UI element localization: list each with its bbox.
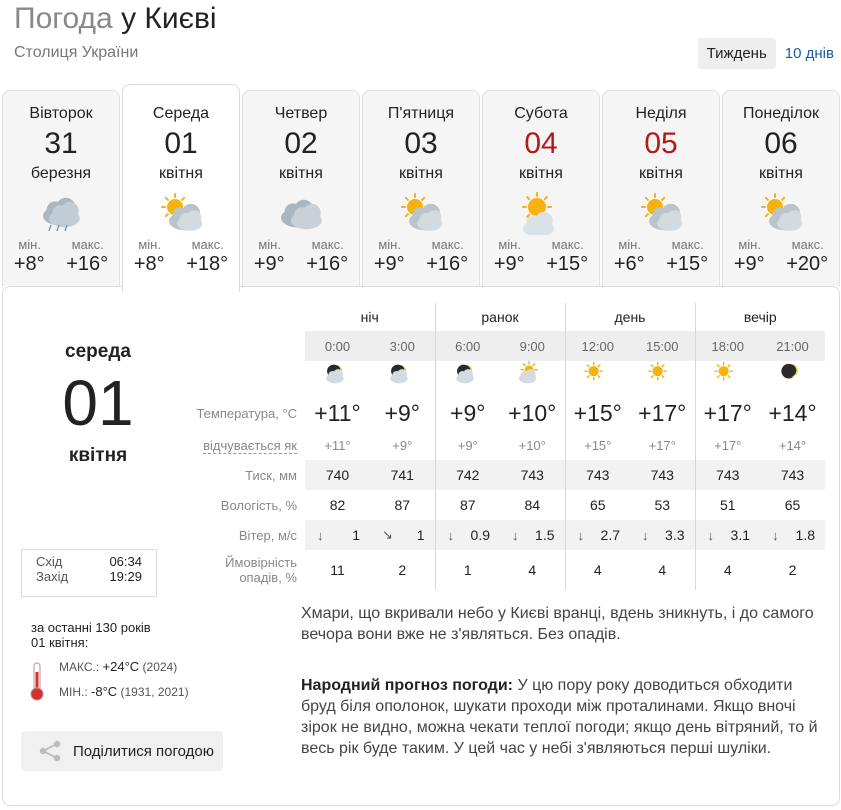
temperature-label: Температура, °C [196, 405, 297, 421]
pressure-label: Тиск, мм [245, 467, 297, 483]
hour-precipitation: 2 [788, 562, 797, 578]
period-label: вечір [743, 309, 777, 325]
hour-temperature: +17° [630, 396, 695, 430]
hour-feels-like: +10° [500, 430, 565, 460]
max-label: макс. [431, 237, 464, 252]
humidity-label: Вологість, % [220, 497, 297, 513]
min-max-temps [723, 253, 839, 276]
hour-humidity: 82 [329, 497, 346, 513]
period-label: день [565, 303, 695, 331]
min-max-temps [363, 253, 479, 276]
max-label: макс. [71, 237, 104, 252]
share-weather-button[interactable] [21, 731, 223, 771]
hour-weather-icon [305, 361, 370, 396]
hour-weather-icon [630, 361, 695, 396]
day-month: квітня [519, 165, 563, 182]
hour-humidity: 51 [719, 497, 736, 513]
min-label: мін. [738, 237, 761, 252]
hour-humidity: 87 [370, 490, 435, 520]
hour-humidity: 84 [500, 490, 565, 520]
min-max-labels [123, 237, 239, 252]
share-icon [37, 740, 63, 762]
max-temp: +15° [666, 253, 709, 275]
min-temp: +9° [493, 253, 525, 275]
min-label: мін. [18, 237, 41, 252]
wind-direction-icon: ↘ [382, 527, 393, 542]
day-detail-panel [2, 286, 840, 806]
wind-direction-icon: ↓ [447, 527, 454, 543]
hour-wind [760, 520, 825, 550]
sun-icon [708, 380, 748, 396]
max-label: макс. [191, 237, 224, 252]
hour-label: 15:00 [630, 331, 695, 361]
hour-label: 12:00 [565, 331, 630, 361]
sun-cloud-icon [512, 380, 552, 396]
wind-direction-icon: ↓ [512, 527, 519, 543]
folk-forecast [301, 675, 829, 759]
min-max-labels [3, 237, 119, 252]
wind-speed: 1 [416, 527, 425, 543]
min-max-temps [483, 253, 599, 276]
min-max-labels [243, 237, 359, 252]
wind-speed: 1 [352, 527, 360, 543]
wind-speed: 0.9 [470, 527, 490, 543]
hourly-forecast-table [179, 303, 825, 590]
day-date: 04 [524, 127, 558, 160]
hour-feels-like: +9° [457, 437, 478, 453]
moon-cloud-icon [382, 380, 422, 396]
min-temp: +9° [253, 253, 285, 275]
day-name: Четвер [274, 105, 328, 122]
selected-weekday: середа [65, 341, 131, 362]
min-max-temps [123, 253, 239, 276]
max-label: макс. [791, 237, 824, 252]
day-card[interactable] [602, 90, 720, 286]
sun-icon [642, 380, 682, 396]
hour-humidity: 53 [630, 490, 695, 520]
wind-label: Вітер, м/с [238, 527, 297, 543]
hour-weather-icon [695, 361, 760, 396]
hour-weather-icon [435, 361, 500, 396]
page-subtitle: Столиця України [14, 44, 139, 61]
max-label: макс. [551, 237, 584, 252]
hour-wind [305, 520, 370, 550]
sunrise-sunset-box [21, 549, 157, 597]
hour-precipitation: 1 [463, 562, 472, 578]
hour-pressure: 741 [370, 460, 435, 490]
precipitation-label-line2: опадів, % [239, 570, 297, 585]
tab-week[interactable]: Тиждень [698, 38, 776, 69]
max-temp: +15° [546, 253, 589, 275]
day-month: березня [30, 165, 92, 182]
hour-feels-like: +9° [370, 430, 435, 460]
day-card[interactable] [2, 90, 120, 286]
hour-weather-icon [760, 361, 825, 396]
day-name: Неділя [635, 105, 687, 122]
max-temp: +16° [426, 253, 469, 275]
min-temp: +6° [613, 253, 645, 275]
day-month: квітня [399, 165, 443, 182]
feels-like-label[interactable]: відчувається як [203, 437, 297, 453]
hour-pressure: 740 [305, 460, 370, 490]
wind-direction-icon: ↓ [772, 527, 779, 543]
hour-weather-icon [500, 361, 565, 396]
hour-humidity: 65 [784, 497, 801, 513]
history-title-line1: за останні 130 років [31, 620, 151, 635]
day-name: Субота [514, 105, 568, 122]
day-card[interactable] [122, 84, 240, 292]
hour-weather-icon [565, 361, 630, 396]
day-name: П'ятниця [387, 105, 455, 122]
history-max [59, 659, 177, 674]
min-temp: +8° [13, 253, 45, 275]
history-max-years: (2024) [142, 660, 178, 674]
day-name: Середа [152, 105, 210, 122]
min-temp: +8° [133, 253, 165, 275]
folk-forecast-text: У цю пору року доводиться обходити бруд біля ополонок, шукати проходи між проталинами. Якщо вночі зірок не видно, можна чекати теплої погоди; якщо день вітряний, то й весь рік буде таким. У цей час у небі з'являються перші шуліки. [301, 677, 818, 757]
period-label: ніч [305, 303, 435, 331]
hour-wind [565, 520, 630, 550]
wind-speed: 2.7 [600, 527, 620, 543]
history-min [59, 684, 189, 699]
hour-precipitation: 4 [500, 550, 565, 590]
history-max-label: МАКС.: [59, 660, 100, 674]
day-card[interactable] [482, 90, 600, 286]
hour-temperature: +11° [314, 399, 361, 426]
day-card[interactable] [722, 90, 840, 286]
min-max-temps [243, 253, 359, 276]
partly-cloudy-icon [155, 191, 207, 235]
precipitation-label-line1: Ймовірність [225, 555, 297, 570]
max-temp: +18° [186, 253, 229, 275]
thermometer-icon [29, 662, 45, 702]
wind-speed: 3.3 [665, 527, 685, 543]
hour-pressure: 743 [695, 460, 760, 490]
min-max-labels [603, 237, 719, 252]
folk-forecast-label: Народний прогноз погоди: [301, 677, 513, 694]
hour-precipitation: 2 [370, 550, 435, 590]
max-label: макс. [671, 237, 704, 252]
day-date: 01 [164, 127, 198, 160]
history-min-years: (1931, 2021) [120, 685, 189, 699]
day-date: 02 [284, 127, 318, 160]
min-max-labels [723, 237, 839, 252]
sun-light-cloud-icon [515, 191, 567, 235]
hour-temperature: +10° [500, 396, 565, 430]
min-max-temps [3, 253, 119, 276]
partly-cloudy-icon [395, 191, 447, 235]
min-label: мін. [138, 237, 161, 252]
title-prefix: Погода [14, 2, 113, 35]
hour-feels-like: +15° [584, 437, 612, 453]
day-date: 03 [404, 127, 438, 160]
wind-direction-icon: ↓ [577, 527, 584, 543]
hour-weather-icon [370, 361, 435, 396]
tab-10-days[interactable]: 10 днів [784, 45, 834, 62]
day-date: 31 [44, 127, 78, 160]
day-card[interactable] [362, 90, 480, 286]
day-name: Понеділок [742, 105, 820, 122]
hour-feels-like: +11° [324, 437, 351, 453]
min-label: мін. [378, 237, 401, 252]
hour-feels-like: +14° [778, 437, 807, 453]
period-tabs [698, 38, 834, 69]
hour-precipitation: 4 [723, 562, 732, 578]
hour-wind [630, 520, 695, 550]
history-min-value: -8°C [91, 684, 118, 699]
min-temp: +9° [373, 253, 405, 275]
hour-temperature: +9° [450, 399, 486, 426]
cloud-rain-icon [35, 191, 87, 235]
day-name: Вівторок [29, 105, 93, 122]
hour-pressure: 743 [760, 460, 825, 490]
min-label: мін. [258, 237, 281, 252]
hour-label: 21:00 [760, 331, 825, 361]
history-title [31, 620, 151, 650]
share-label: Поділитися погодою [73, 742, 215, 760]
day-card[interactable] [242, 90, 360, 286]
sun-icon [578, 380, 618, 396]
history-title-line2: 01 квітня: [31, 635, 89, 650]
sunrise-label: Схід [36, 554, 63, 569]
day-month: квітня [759, 165, 803, 182]
max-label: макс. [311, 237, 344, 252]
max-temp: +16° [306, 253, 349, 275]
history-min-label: МІН.: [59, 685, 88, 699]
hour-humidity: 65 [589, 497, 606, 513]
hour-label: 0:00 [305, 331, 370, 361]
wind-speed: 1.5 [535, 527, 555, 543]
wind-direction-icon: ↓ [642, 527, 649, 543]
moon-icon [773, 380, 813, 396]
hour-precipitation: 4 [630, 550, 695, 590]
hour-feels-like: +17° [630, 430, 695, 460]
hour-label: 9:00 [500, 331, 565, 361]
cloudy-icon [275, 191, 327, 235]
min-max-temps [603, 253, 719, 276]
forecast-description: Хмари, що вкривали небо у Києві вранці, вдень зникнуть, і до самого вечора вони вже не з'являться. Без опадів. [301, 605, 814, 643]
day-month: квітня [639, 165, 683, 182]
wind-direction-icon: ↓ [707, 527, 714, 543]
hour-wind [370, 520, 435, 550]
hour-humidity: 87 [459, 497, 476, 513]
wind-speed: 1.8 [795, 527, 815, 543]
title-city: у Києві [121, 2, 217, 35]
hour-pressure: 743 [630, 460, 695, 490]
hour-label: 6:00 [435, 331, 500, 361]
period-label: ранок [435, 303, 565, 331]
day-month: квітня [279, 165, 323, 182]
wind-speed: 3.1 [730, 527, 750, 543]
min-max-labels [363, 237, 479, 252]
hour-label: 18:00 [695, 331, 760, 361]
hour-precipitation: 4 [593, 562, 602, 578]
max-temp: +20° [786, 253, 829, 275]
page-title [14, 2, 217, 36]
hour-wind [695, 520, 760, 550]
hour-temperature: +14° [768, 399, 817, 426]
moon-cloud-icon [448, 380, 488, 396]
sunrise-time: 06:34 [109, 554, 142, 569]
hour-feels-like: +17° [714, 437, 742, 453]
sunset-time: 19:29 [109, 569, 142, 584]
day-date: 05 [644, 127, 678, 160]
hour-pressure: 742 [435, 460, 500, 490]
hour-wind [435, 520, 500, 550]
hour-temperature: +17° [703, 399, 752, 426]
sunset-label: Захід [36, 569, 69, 584]
min-temp: +9° [733, 253, 765, 275]
min-label: мін. [618, 237, 641, 252]
day-month: квітня [159, 165, 203, 182]
partly-cloudy-icon [755, 191, 807, 235]
hour-pressure: 743 [565, 460, 630, 490]
hour-temperature: +9° [370, 396, 435, 430]
hour-precipitation: 11 [330, 562, 345, 578]
hour-label: 3:00 [370, 331, 435, 361]
moon-cloud-icon [318, 380, 358, 396]
min-max-labels [483, 237, 599, 252]
history-max-value: +24°C [102, 659, 140, 674]
partly-cloudy-icon [635, 191, 687, 235]
max-temp: +16° [66, 253, 109, 275]
min-label: мін. [498, 237, 521, 252]
days-row [2, 90, 840, 290]
precipitation-label [179, 550, 305, 590]
hour-pressure: 743 [500, 460, 565, 490]
wind-direction-icon: ↓ [317, 527, 324, 543]
hour-wind [500, 520, 565, 550]
hour-temperature: +15° [573, 399, 622, 426]
selected-date: 01 [62, 367, 134, 439]
day-date: 06 [764, 127, 798, 160]
selected-month: квітня [68, 445, 128, 466]
